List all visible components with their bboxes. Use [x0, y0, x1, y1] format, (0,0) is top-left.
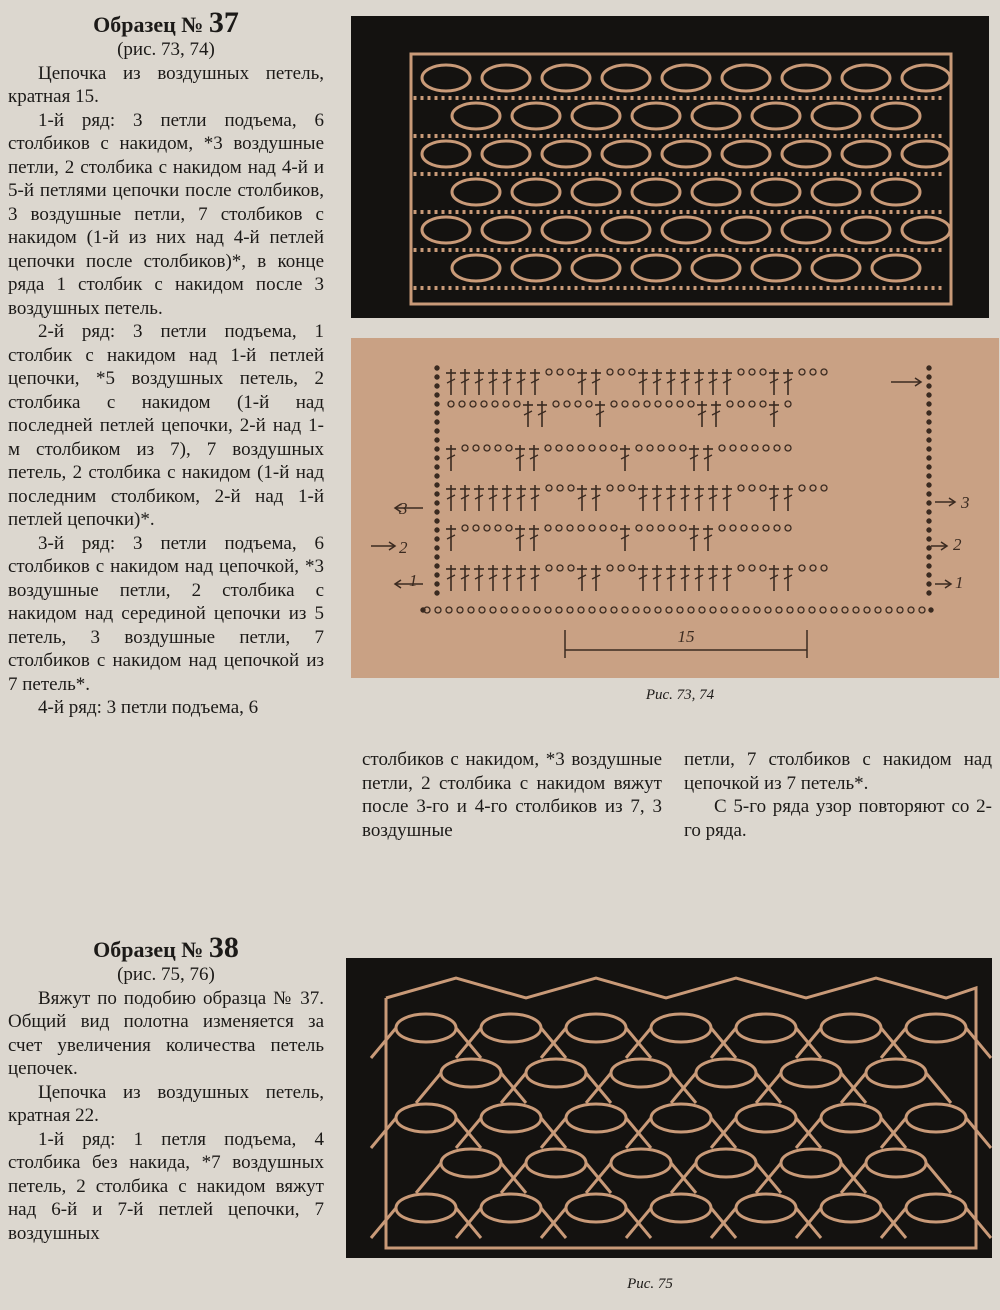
right-column — [684, 748, 992, 842]
middle-column — [362, 748, 662, 842]
left-column — [8, 6, 324, 720]
paragraph: петли, 7 столбиков с накидом над цепочкой из 7 петель*. — [684, 749, 992, 794]
row-label-left-1: 1 — [409, 571, 418, 590]
paragraph: Цепочка из воздушных петель, кратная 15. — [8, 62, 324, 107]
paragraph: 1-й ряд: 1 петля подъема, 4 столбика без накида, *7 воздушных петель, 2 столбика с накидом вяжут над 6-й и 7-й петлей цепочки, 7 воздушных — [8, 1128, 324, 1244]
diagram-caption: Рис. 73, 74 — [645, 687, 715, 703]
sample37-heading: Образец № 37 — [93, 6, 239, 39]
paragraph: С 5-го ряда узор повторяют со 2-го ряда. — [684, 796, 992, 841]
sample38-photo — [346, 958, 992, 1258]
sample38-heading: Образец № 38 — [93, 931, 239, 964]
paragraph: 1-й ряд: 3 петли подъема, 6 столбиков с накидом, *3 воздушные петли, 2 столбика с накидом над 4-й и 5-й петлями цепочки после столбиков, 3 воздушные петли, 7 столбиков с накидом (1-й из них над 4-й петлей цепочки после столбиков)*, в конце ряда 1 столбик с накидом после 3 воздушных петель. — [8, 109, 324, 319]
paragraph: Цепочка из воздушных петель, кратная 22. — [8, 1081, 324, 1126]
crochet-diagram — [351, 338, 999, 678]
sample37-subheading: (рис. 73, 74) — [117, 39, 215, 60]
photo-caption: Рис. 75 — [627, 1276, 673, 1292]
lace-pattern-37 — [351, 16, 989, 318]
row-label-left-3: 3 — [399, 499, 408, 518]
row-label-left-2: 2 — [399, 538, 408, 557]
row-label-right-2: 2 — [953, 535, 962, 554]
repeat-label: 15 — [677, 627, 695, 646]
sample38-subheading: (рис. 75, 76) — [117, 964, 215, 985]
paragraph: 2-й ряд: 3 петли подъема, 1 столбик с накидом над 1-й петлей цепочки, *5 воздушных петель, 2 столбика с накидом (1-й над последней петлей цепочки, 2-й над 1-м столбиком из 7), 7 воздушных петель, 2 столбика с накидом (1-й над последним столбиком, 2-й над 1-й петлей цепочки)*. — [8, 321, 324, 530]
lace-pattern-38 — [346, 958, 992, 1258]
paragraph: столбиков с накидом, *3 воздушные петли, 2 столбика с накидом вяжут после 3-го и 4-го столбиков из 7, 3 воздушные — [362, 749, 662, 841]
paragraph: Вяжут по подобию образца № 37. Общий вид полотна изменяется за счет увеличения количества петель цепочек. — [8, 987, 324, 1079]
left-column-lower — [8, 931, 324, 1245]
row-label-right-3: 3 — [961, 493, 970, 512]
crochet-chart — [351, 338, 999, 678]
paragraph: 4-й ряд: 3 петли подъема, 6 — [38, 697, 259, 718]
paragraph: 3-й ряд: 3 петли подъема, 6 столбиков с накидом над цепочкой, *3 воздушные петли, 2 столбика с накидом над серединой цепочки из 5 петель, 3 воздушные петли, 7 столбиков с накидом над цепочкой из 7 петель*. — [8, 532, 324, 695]
sample37-photo — [351, 16, 989, 318]
row-label-right-1: 1 — [955, 573, 964, 592]
